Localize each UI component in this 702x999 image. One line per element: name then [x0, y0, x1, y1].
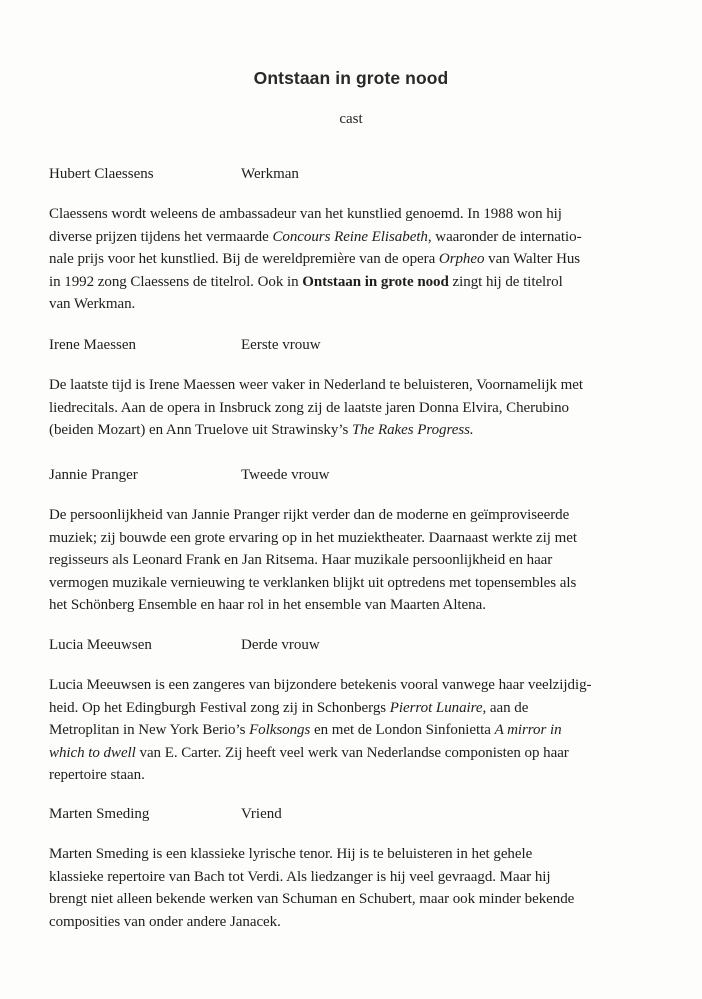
bio-text: Lucia Meeuwsen is een zangeres van bijzondere betekenis vooral vanwege haar veelzijdig-	[49, 677, 592, 693]
cast-entry-meeuwsen	[49, 636, 669, 787]
bio-line	[49, 572, 669, 595]
bio-text: Marten Smeding is een klassieke lyrische tenor. Hij is te beluisteren in het gehele	[49, 846, 533, 862]
cast-role: Eerste vrouw	[241, 337, 321, 353]
bio-line	[49, 226, 669, 249]
bio-text: van E. Carter. Zij heeft veel werk van Nederlandse componisten op haar	[135, 744, 569, 761]
bio-line	[49, 397, 669, 420]
bio-text: De persoonlijkheid van Jannie Pranger rijkt verder dan de moderne en geïmproviseerde	[49, 507, 570, 523]
bio-line	[49, 527, 669, 550]
cast-heading	[49, 466, 669, 484]
bio-line	[49, 374, 669, 397]
bio-text: , aan de	[482, 699, 529, 716]
bio-line	[49, 742, 669, 765]
bio-line	[49, 697, 669, 720]
bio-line	[49, 764, 669, 787]
bio-text: De laatste tijd is Irene Maessen weer vaker in Nederland te beluisteren, Voornamelijk met	[49, 377, 583, 393]
bio-line	[49, 549, 669, 572]
bio-text: composities van onder andere Janacek.	[49, 913, 281, 930]
bio-line	[49, 248, 669, 271]
bio-text: van Walter Hus	[484, 251, 581, 267]
cast-entry-smeding	[49, 805, 669, 933]
cast-bio	[49, 674, 669, 787]
bio-text: het Schönberg Ensemble en haar rol in het ensemble van Maarten Altena.	[49, 597, 486, 613]
bio-bold-text: Ontstaan in grote nood	[302, 273, 449, 290]
bio-line	[49, 271, 669, 294]
bio-line	[49, 419, 669, 442]
bio-italic-text: Pierrot Lunaire	[389, 699, 483, 716]
cast-bio	[49, 203, 669, 316]
bio-text: Metroplitan in New York Berio’s	[49, 722, 250, 738]
cast-bio	[49, 374, 669, 442]
bio-italic-text: A mirror in	[494, 722, 562, 738]
cast-name: Hubert Claessens	[49, 166, 154, 182]
cast-entry-claessens	[49, 165, 669, 316]
cast-role: Tweede vrouw	[241, 467, 330, 483]
bio-text: heid. Op het Edingburgh Festival zong zij in Schonbergs	[49, 699, 390, 716]
bio-text: Claessens wordt weleens de ambassadeur van het kunstlied genoemd. In 1988 won hij	[49, 206, 562, 222]
bio-text: van Werkman.	[49, 296, 136, 312]
cast-entry-maessen	[49, 336, 669, 442]
bio-line	[49, 594, 669, 617]
cast-name: Marten Smeding	[49, 806, 150, 822]
bio-text: (beiden Mozart) en Ann Truelove uit Strawinsky’s	[49, 422, 352, 438]
bio-italic-text: Folksongs	[249, 722, 311, 738]
bio-text: en met de London Sinfonietta	[310, 722, 495, 738]
cast-role: Vriend	[241, 806, 282, 822]
bio-text: muziek; zij bouwde een grote ervaring op in het muziektheater. Daarnaast werkte zij met	[49, 529, 577, 546]
bio-line	[49, 674, 669, 697]
bio-text: , waaronder de internatio-	[427, 228, 582, 245]
bio-text: brengt niet alleen bekende werken van Schuman en Schubert, maar ook minder bekende	[49, 891, 575, 907]
cast-heading	[49, 805, 669, 823]
bio-italic-text: Concours Reine Elisabeth	[272, 228, 428, 245]
bio-text: liedrecitals. Aan de opera in Insbruck zong zij de laatste jaren Donna Elvira, Cherubino	[49, 399, 570, 416]
bio-text: nale prijs voor het kunstlied. Bij de wereldpremière van de opera	[49, 251, 439, 267]
bio-text: vermogen muzikale vernieuwing te verklanken blijkt uit optredens met topensembles als	[49, 574, 577, 591]
document-title: Ontstaan in grote nood	[253, 68, 449, 88]
cast-role: Derde vrouw	[241, 637, 320, 653]
bio-italic-text: Orpheo	[438, 251, 485, 267]
bio-text: regisseurs als Leonard Frank en Jan Ritsema. Haar muzikale persoonlijkheid en haar	[49, 552, 553, 568]
cast-name: Lucia Meeuwsen	[49, 637, 152, 653]
cast-heading	[49, 636, 669, 654]
bio-italic-text: which to dwell	[49, 744, 136, 761]
cast-role: Werkman	[241, 166, 299, 182]
cast-bio	[49, 843, 669, 933]
cast-heading	[49, 336, 669, 354]
cast-heading	[49, 165, 669, 183]
bio-italic-text: The Rakes Progress.	[351, 422, 474, 438]
bio-line	[49, 911, 669, 934]
cast-bio	[49, 504, 669, 617]
bio-line	[49, 203, 669, 226]
bio-line	[49, 843, 669, 866]
cast-entry-pranger	[49, 466, 669, 617]
bio-line	[49, 888, 669, 911]
bio-line	[49, 719, 669, 742]
bio-text: repertoire staan.	[49, 767, 145, 783]
bio-text: klassieke repertoire van Bach tot Verdi. Als liedzanger is hij veel gevraagd. Maar hij	[49, 868, 551, 885]
cast-name: Jannie Pranger	[49, 467, 138, 483]
bio-text: zingt hij de titelrol	[448, 273, 563, 290]
bio-line	[49, 293, 669, 316]
bio-text: in 1992 zong Claessens de titelrol. Ook in	[49, 273, 303, 290]
cast-name: Irene Maessen	[49, 337, 137, 353]
document-subtitle: cast	[339, 111, 363, 127]
bio-text: diverse prijzen tijdens het vermaarde	[49, 228, 273, 245]
bio-line	[49, 504, 669, 527]
bio-line	[49, 866, 669, 889]
